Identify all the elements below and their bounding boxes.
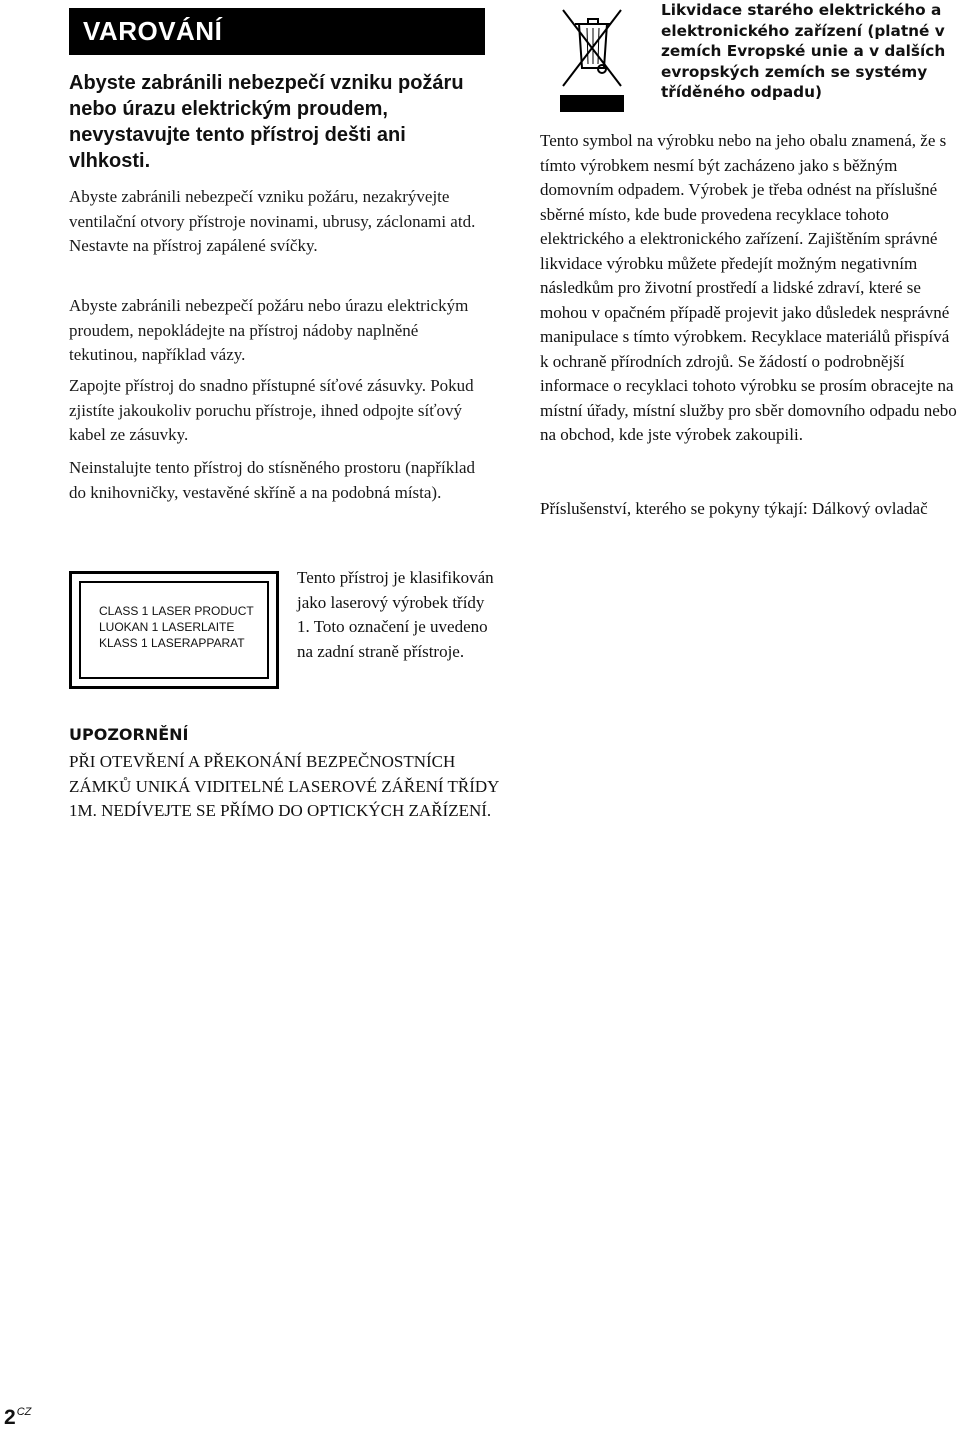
laser-class-label bbox=[69, 571, 279, 689]
laser-label-line: LUOKAN 1 LASERLAITE bbox=[99, 620, 235, 634]
laser-class-label-inner bbox=[79, 581, 269, 679]
laser-label-line: KLASS 1 LASERAPPARAT bbox=[99, 636, 245, 650]
warning-paragraph-ventilation: Abyste zabránili nebezpečí vzniku požáru, nezakrývejte ventilační otvory přístroje novinami, ubrusy, záclonami atd. Nestavte na přístroj zapálené svíčky. bbox=[69, 187, 476, 255]
laser-class-note: Tento přístroj je klasifikován jako laserový výrobek třídy 1. Toto označení je uvedeno na zadní straně přístroje. bbox=[297, 568, 494, 661]
warning-paragraph-liquids: Abyste zabránili nebezpečí požáru nebo úrazu elektrickým proudem, nepokládejte na přístroj nádoby naplněné tekutinou, například vázy. bbox=[69, 296, 469, 364]
page-number bbox=[4, 1398, 31, 1432]
crossed-out-wheelie-bin-icon bbox=[557, 6, 627, 116]
warning-lead-text: Abyste zabránili nebezpečí vzniku požáru nebo úrazu elektrickým proudem, nevystavujte tento přístroj dešti ani vlhkosti. bbox=[69, 72, 464, 172]
warning-title: VAROVÁNÍ bbox=[69, 8, 485, 55]
warning-paragraph-installation: Neinstalujte tento přístroj do stísněného prostoru (například do knihovničky, vestavěné skříně a na podobná místa). bbox=[69, 458, 476, 502]
language-code: CZ bbox=[16, 1406, 32, 1418]
disposal-heading: Likvidace starého elektrického a elektronického zařízení (platné v zemích Evropské unie a v dalších evropských zemích se systémy tříděného odpadu) bbox=[661, 1, 946, 101]
laser-label-line: CLASS 1 LASER PRODUCT bbox=[99, 604, 254, 618]
disposal-text: Tento symbol na výrobku nebo na jeho obalu znamená, že s tímto výrobkem nesmí být zacházeno jako s běžným domovním odpadem. Výrobek je třeba odnést na příslušné sběrné místo, kde bude provedena recyklace tohoto elektrického a elektronického zařízení. Zajištěním správné likvidace výrobku můžete předejít možným negativním následkům pro životní prostředí a lidské zdraví, které se mohou v opačném případě projevit jako důsledek nesprávné manipulace s tímto výrobkem. Recyklace materiálů přispívá k ochraně přírodních zdrojů. Se žádostí o podrobnější informace o recyklaci tohoto výrobku se prosím obracejte na místní úřady, místní služby pro sběr domovního odpadu nebo na obchod, kde jste výrobek zakoupili. bbox=[540, 131, 957, 444]
warning-paragraph-outlet: Zapojte přístroj do snadno přístupné síťové zásuvky. Pokud zjistíte jakoukoliv poruchu přístroje, ihned odpojte síťový kabel ze zásuvky. bbox=[69, 376, 474, 444]
accessories-note: Příslušenství, kterého se pokyny týkají: Dálkový ovladač bbox=[540, 499, 928, 518]
caution-heading: UPOZORNĚNÍ bbox=[69, 725, 189, 744]
caution-text: PŘI OTEVŘENÍ A PŘEKONÁNÍ BEZPEČNOSTNÍCH ZÁMKŮ UNIKÁ VIDITELNÉ LASEROVÉ ZÁŘENÍ TŘÍDY 1M. NEDÍVEJTE SE PŘÍMO DO OPTICKÝCH ZAŘÍZENÍ. bbox=[69, 752, 499, 820]
page-number-value: 2 bbox=[4, 1406, 16, 1429]
